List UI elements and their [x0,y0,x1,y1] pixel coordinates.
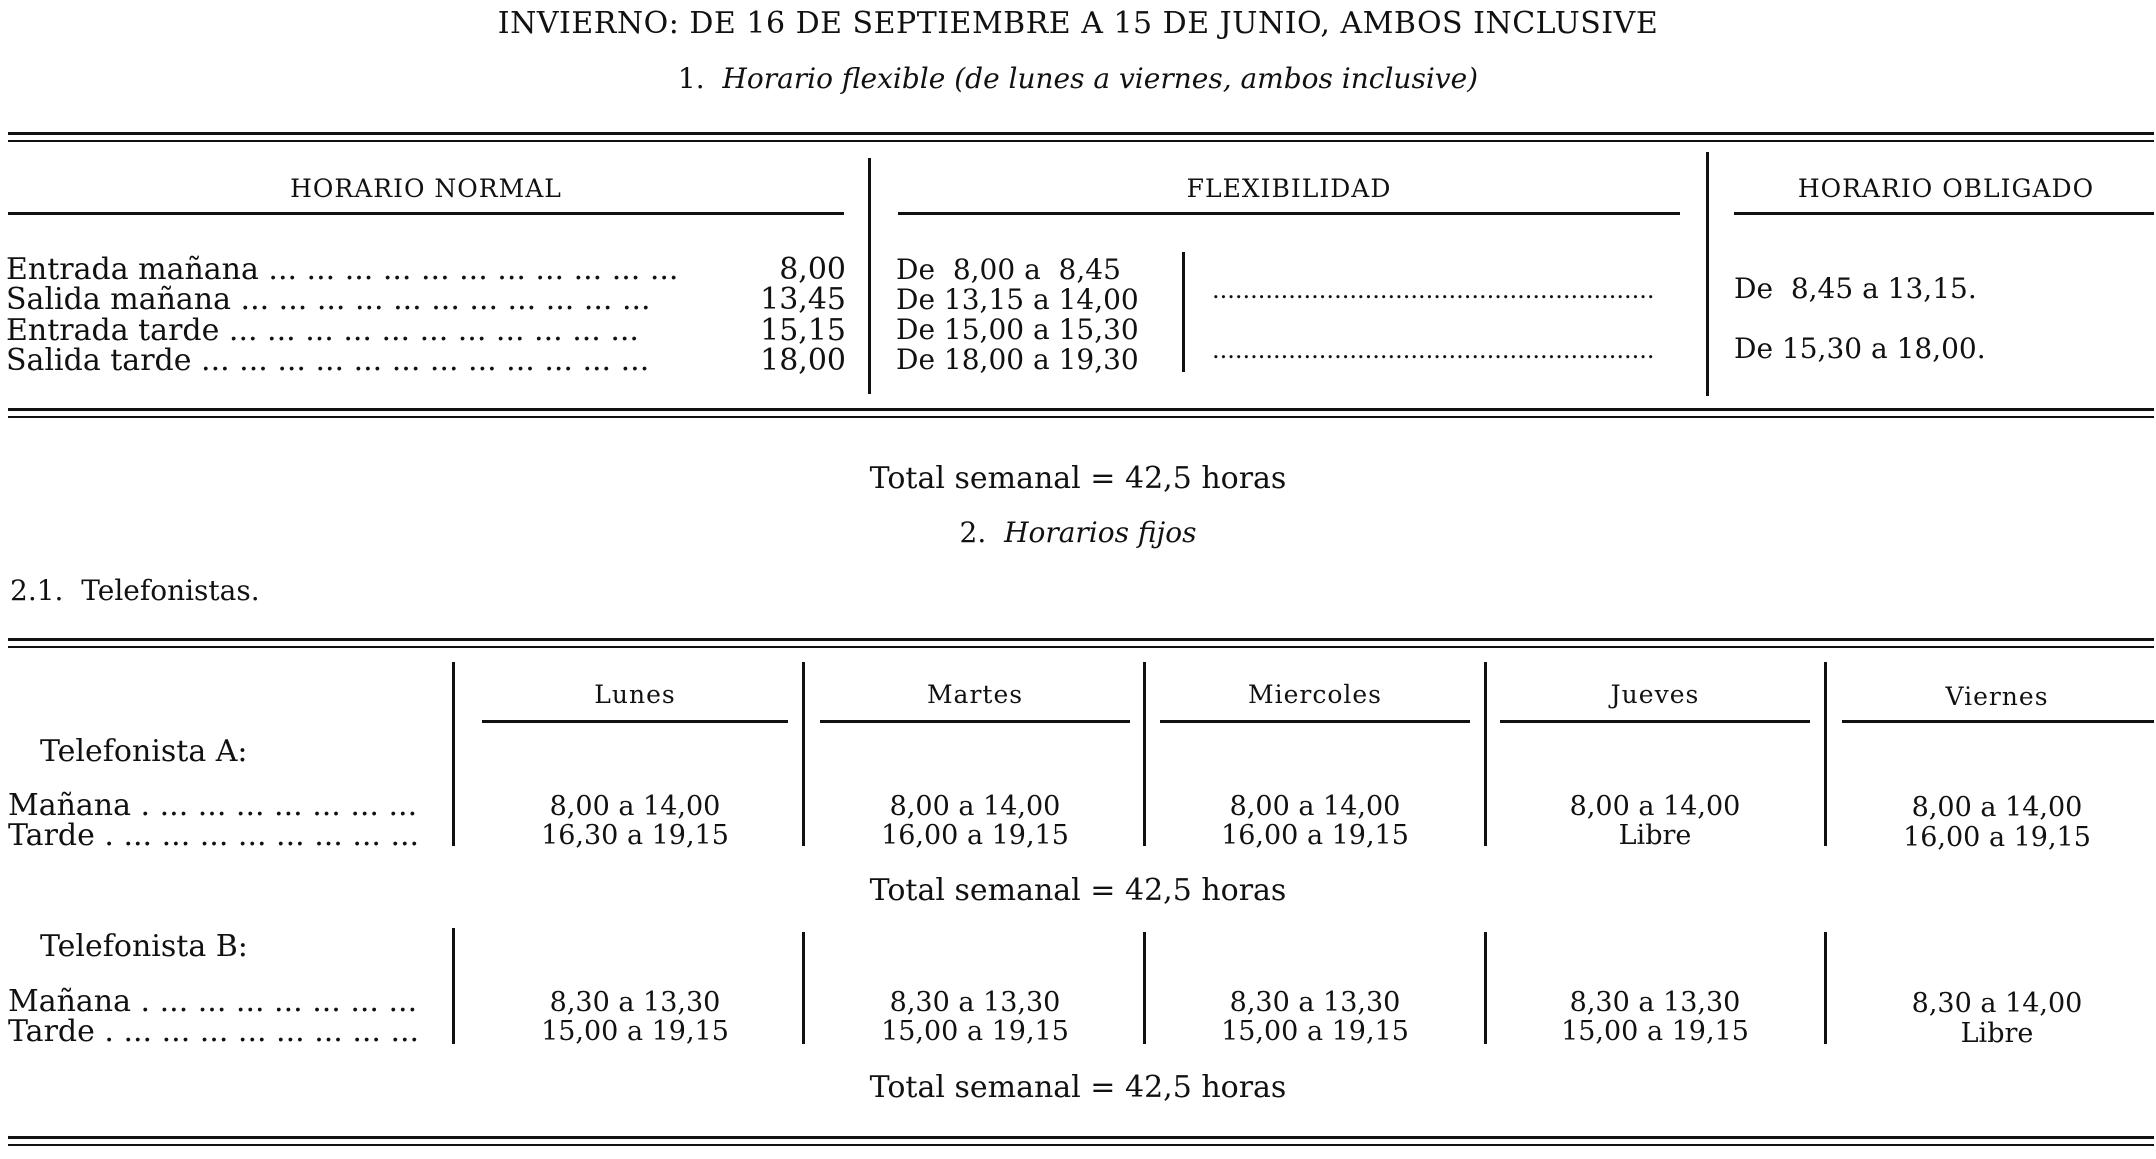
table2a-divider-4 [1824,662,1827,846]
table2-top-rule-2 [8,646,2154,648]
section1-number: 1. [677,62,705,95]
header-horario-obligado: HORARIO OBLIGADO [1797,174,2095,203]
day-header-viernes: Viernes [1945,682,2049,711]
telefonista-b-manana-lunes: 8,30 a 13,30 [549,987,721,1018]
obligado-manana: De 8,45 a 13,15. [1734,272,1977,305]
row-entrada-manana-time: 8,00 [779,252,846,287]
section1-total: Total semanal = 42,5 horas [869,461,1287,496]
row-entrada-tarde-label: Entrada tarde ... ... ... ... ... ... ... ... ... ... ... [6,313,639,348]
telefonista-a-manana-lunes: 8,00 a 14,00 [549,791,721,822]
telefonista-b-manana-viernes: 8,30 a 14,00 [1911,988,2083,1019]
row-salida-manana-time: 13,45 [760,282,846,317]
section2-1-number: 2.1. [10,574,64,607]
telefonista-a-tarde-lunes: 16,30 a 19,15 [541,820,729,851]
telefonista-a-manana-jueves: 8,00 a 14,00 [1569,791,1741,822]
row-salida-tarde-flex: De 18,00 a 19,30 [896,343,1139,376]
page-title: INVIERNO: DE 16 DE SEPTIEMBRE A 15 DE JUNIO, AMBOS INCLUSIVE [497,6,1659,41]
telefonista-b-manana-martes: 8,30 a 13,30 [889,987,1061,1018]
header-obligado-underline [1734,212,2154,215]
section1-title-text: Horario flexible (de lunes a viernes, ambos inclusive) [722,62,1479,95]
leader-dots-1: .......................................................... [1212,276,1655,304]
telefonista-a-manana-martes: 8,00 a 14,00 [889,791,1061,822]
row-entrada-tarde-time: 15,15 [760,313,846,348]
leader-dots-2: .......................................................... [1212,336,1655,364]
day-header-lunes: Lunes [594,680,676,709]
table2b-divider-3 [1484,932,1487,1044]
table2b-divider-2 [1143,932,1146,1044]
row-entrada-manana-label: Entrada mañana ... ... ... ... ... ... ... ... ... ... ... [6,252,679,287]
telefonista-a-tarde-martes: 16,00 a 19,15 [881,820,1069,851]
table1-top-rule-2 [8,140,2154,142]
table2a-divider-3 [1484,662,1487,846]
table1-bottom-rule [8,408,2154,411]
day-header-jueves: Jueves [1610,680,1700,709]
table1-divider-3 [1706,152,1709,396]
telefonista-b-tarde-viernes: Libre [1960,1018,2034,1049]
section2-number: 2. [959,516,987,549]
table2b-divider-0 [452,928,455,1044]
table1-divider-1 [868,158,871,394]
telefonista-b-manana-jueves: 8,30 a 13,30 [1569,987,1741,1018]
header-flex-underline [898,212,1680,215]
table1-divider-2 [1182,252,1185,372]
telefonista-b-manana-label: Mañana . ... ... ... ... ... ... ... [8,984,418,1019]
telefonista-a-total: Total semanal = 42,5 horas [869,873,1287,908]
header-normal-underline [8,212,844,215]
row-entrada-tarde-flex: De 15,00 a 15,30 [896,313,1139,346]
telefonista-b-tarde-martes: 15,00 a 19,15 [881,1016,1069,1047]
row-salida-tarde-label: Salida tarde ... ... ... ... ... ... ... ... ... ... ... ... [6,343,650,378]
row-salida-manana-label: Salida mañana ... ... ... ... ... ... ... ... ... ... ... [6,282,651,317]
header-flexibilidad: FLEXIBILIDAD [1186,174,1392,203]
telefonista-a-manana-miercoles: 8,00 a 14,00 [1229,791,1401,822]
day-underline-miercoles [1160,720,1470,723]
telefonista-a-tarde-jueves: Libre [1618,820,1692,851]
table1-top-rule [8,132,2154,135]
telefonista-a-tarde-miercoles: 16,00 a 19,15 [1221,820,1409,851]
day-underline-jueves [1500,720,1810,723]
section2-title-text: Horarios fijos [1004,516,1197,549]
table2b-divider-4 [1824,932,1827,1044]
table2-top-rule [8,638,2154,641]
day-header-martes: Martes [926,680,1024,709]
day-underline-lunes [482,720,788,723]
telefonista-b-tarde-lunes: 15,00 a 19,15 [541,1016,729,1047]
telefonista-a-manana-label: Mañana . ... ... ... ... ... ... ... [8,788,418,823]
row-salida-tarde-time: 18,00 [760,343,846,378]
telefonista-b-tarde-label: Tarde . ... ... ... ... ... ... ... ... [8,1014,420,1049]
section2-title [0,516,2156,549]
telefonista-a-manana-viernes: 8,00 a 14,00 [1911,792,2083,823]
row-entrada-manana-flex: De 8,00 a 8,45 [896,253,1121,286]
table2a-divider-0 [452,662,455,846]
telefonista-a-name: Telefonista A: [40,734,248,769]
row-salida-manana-flex: De 13,15 a 14,00 [896,283,1139,316]
table2-bottom-rule [8,1136,2154,1139]
table2b-divider-1 [802,932,805,1044]
telefonista-b-tarde-jueves: 15,00 a 19,15 [1561,1016,1749,1047]
telefonista-b-manana-miercoles: 8,30 a 13,30 [1229,987,1401,1018]
header-horario-normal: HORARIO NORMAL [290,174,562,203]
section2-1-heading [10,574,260,607]
day-underline-viernes [1842,720,2154,723]
day-underline-martes [820,720,1130,723]
table1-bottom-rule-2 [8,416,2154,418]
telefonista-b-total: Total semanal = 42,5 horas [869,1070,1287,1105]
telefonista-a-tarde-viernes: 16,00 a 19,15 [1903,822,2091,853]
table2a-divider-2 [1143,662,1146,846]
table2-bottom-rule-2 [8,1144,2154,1146]
day-header-miercoles: Miercoles [1247,680,1382,709]
telefonista-b-tarde-miercoles: 15,00 a 19,15 [1221,1016,1409,1047]
section2-1-title: Telefonistas. [81,574,260,607]
section1-title [0,62,2156,95]
obligado-tarde: De 15,30 a 18,00. [1734,332,1986,365]
telefonista-a-tarde-label: Tarde . ... ... ... ... ... ... ... ... [8,818,420,853]
table2a-divider-1 [802,662,805,846]
telefonista-b-name: Telefonista B: [40,929,248,964]
